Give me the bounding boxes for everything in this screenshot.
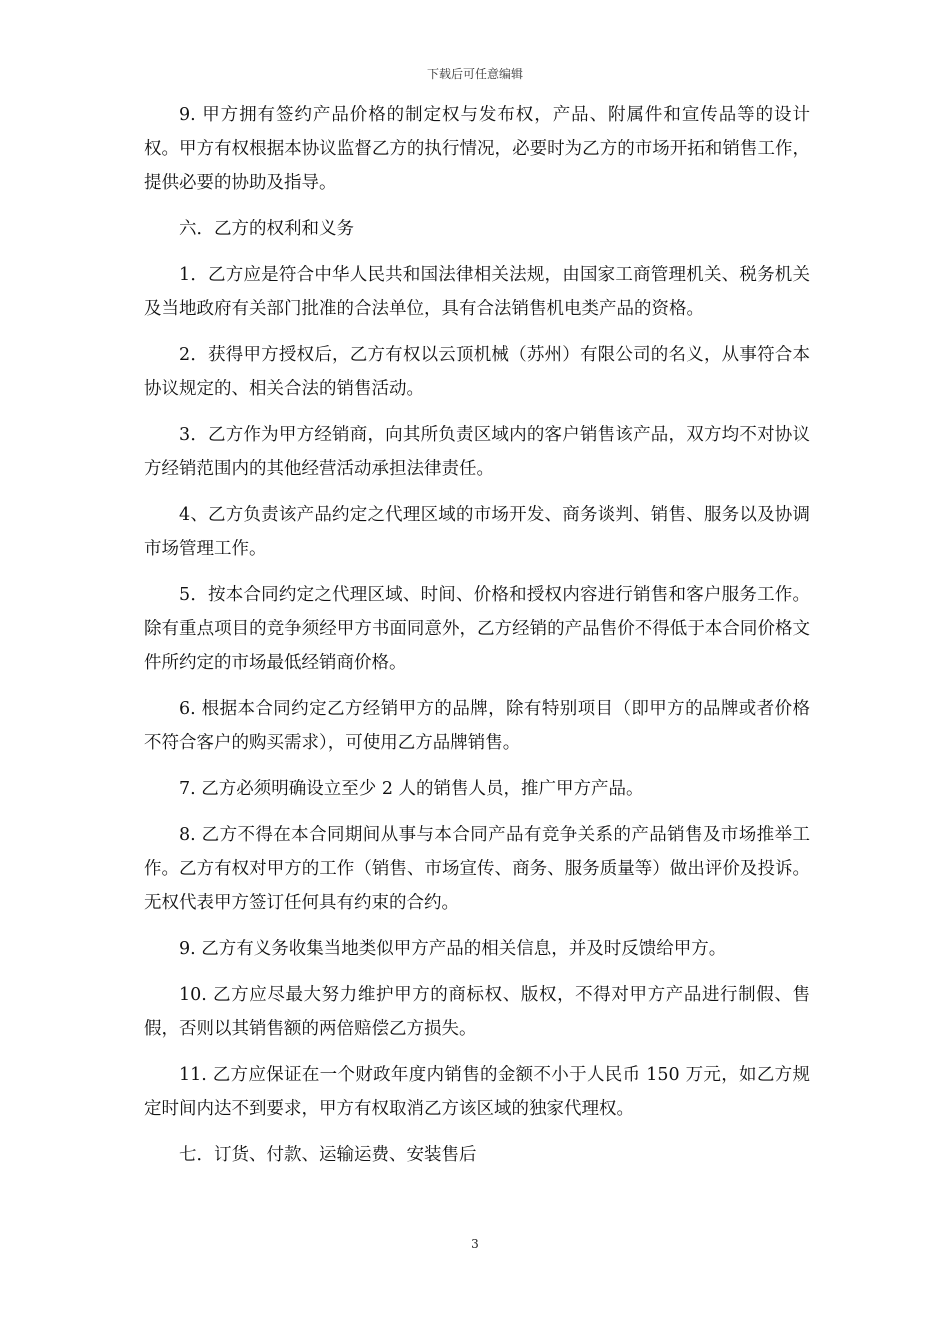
paragraph: 5．按本合同约定之代理区域、时间、价格和授权内容进行销售和客户服务工作。除有重点项目的竞争须经甲方书面同意外，乙方经销的产品售价不得低于本合同价格文件所约定的市场最低经销商价格。 <box>144 585 810 673</box>
paragraph: 6. 根据本合同约定乙方经销甲方的品牌，除有特别项目（即甲方的品牌或者价格不符合客户的购买需求），可使用乙方品牌销售。 <box>144 699 810 753</box>
section-heading: 七．订货、付款、运输运费、安装售后 <box>179 1145 477 1165</box>
paragraph: 2．获得甲方授权后，乙方有权以云顶机械（苏州）有限公司的名义，从事符合本协议规定的、相关合法的销售活动。 <box>144 345 810 399</box>
paragraph: 10. 乙方应尽最大努力维护甲方的商标权、版权，不得对甲方产品进行制假、售假，否则以其销售额的两倍赔偿乙方损失。 <box>144 985 810 1039</box>
paragraph: 3．乙方作为甲方经销商，向其所负责区域内的客户销售该产品，双方均不对协议方经销范围内的其他经营活动承担法律责任。 <box>144 425 810 479</box>
paragraph: 9. 甲方拥有签约产品价格的制定权与发布权，产品、附属件和宣传品等的设计权。甲方有权根据本协议监督乙方的执行情况，必要时为乙方的市场开拓和销售工作，提供必要的协助及指导。 <box>144 105 810 193</box>
paragraph: 8. 乙方不得在本合同期间从事与本合同产品有竞争关系的产品销售及市场推举工作。乙方有权对甲方的工作（销售、市场宣传、商务、服务质量等）做出评价及投诉。无权代表甲方签订任何具有约束的合约。 <box>144 825 810 913</box>
paragraph: 9. 乙方有义务收集当地类似甲方产品的相关信息，并及时反馈给甲方。 <box>179 939 727 959</box>
section-heading: 六．乙方的权利和义务 <box>179 219 354 239</box>
paragraph: 4、乙方负责该产品约定之代理区域的市场开发、商务谈判、销售、服务以及协调市场管理工作。 <box>144 505 810 559</box>
page-number: 3 <box>471 1237 479 1251</box>
paragraph: 11. 乙方应保证在一个财政年度内销售的金额不小于人民币 150 万元，如乙方规定时间内达不到要求，甲方有权取消乙方该区域的独家代理权。 <box>144 1065 810 1119</box>
document-body <box>144 98 810 1184</box>
paragraph: 7. 乙方必须明确设立至少 2 人的销售人员，推广甲方产品。 <box>179 779 644 799</box>
paragraph: 1．乙方应是符合中华人民共和国法律相关法规，由国家工商管理机关、税务机关及当地政府有关部门批准的合法单位，具有合法销售机电类产品的资格。 <box>144 265 810 319</box>
page-header: 下载后可任意编辑 <box>426 67 523 81</box>
